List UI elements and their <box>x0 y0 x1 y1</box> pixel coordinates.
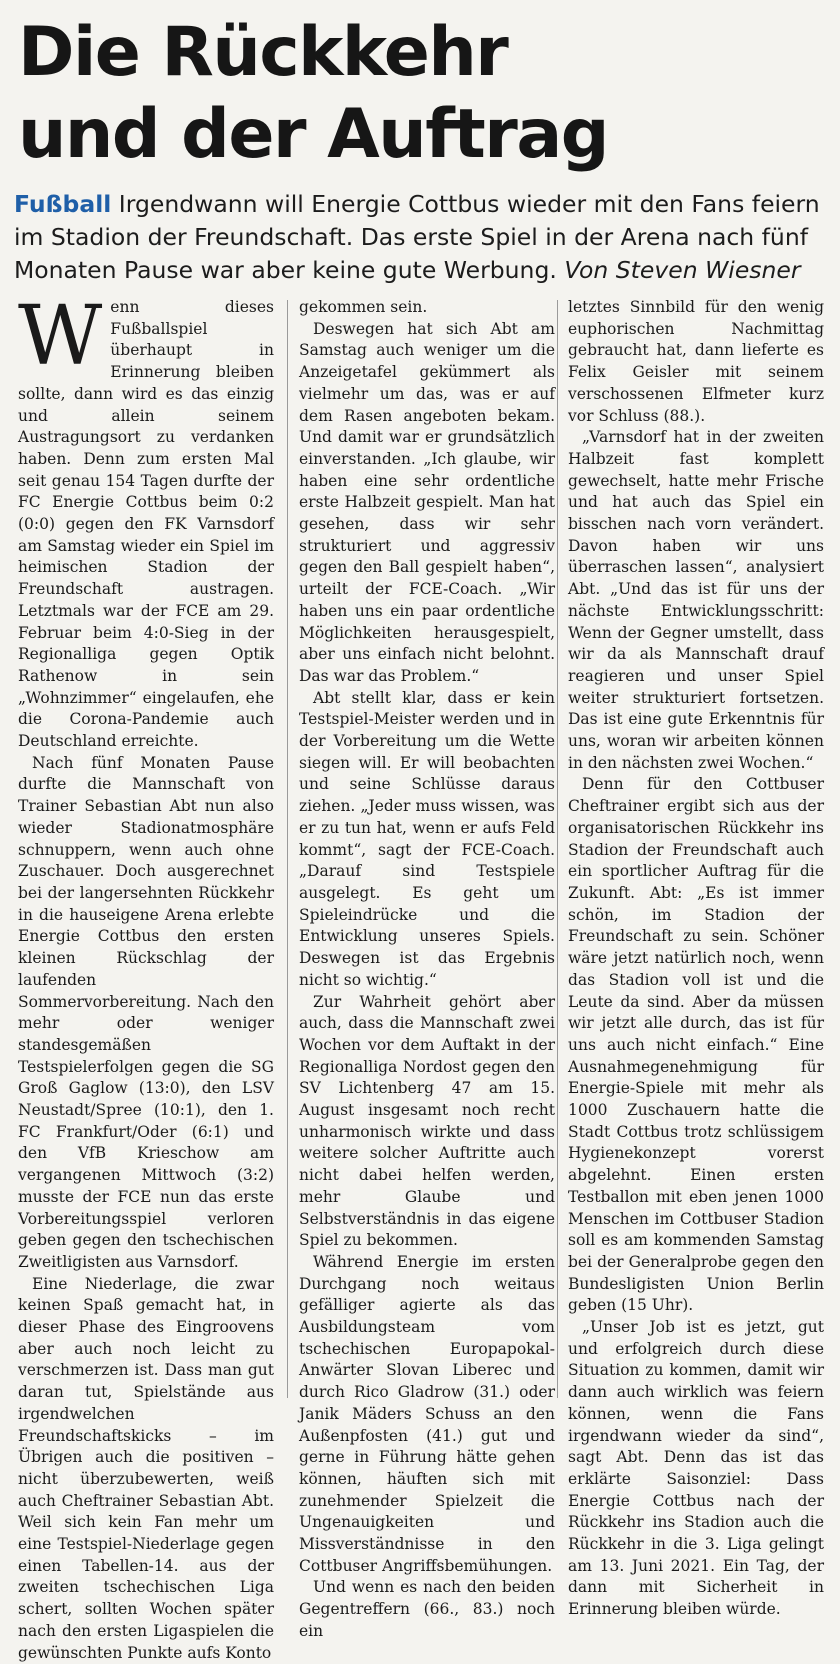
paragraph: „Unser Job ist es jetzt, gut und erfolgreich durch diese Situation zu kommen, damit wir dann auch wirklich was feiern können, wenn die Fans irgendwann wieder da sind“, sagt Abt. Denn das ist das erklärte Saisonziel: Dass Energie Cottbus nach der Rückkehr ins Stadion auch die Rückkehr in die 3. Liga gelingt am 13. Juni 2021. Ein Tag, der dann mit Sicherheit in Erinnerung bleiben würde. <box>568 1318 824 1619</box>
paragraph: Eine Niederlage, die zwar keinen Spaß gemacht hat, in dieser Phase des Eingroovens aber auch noch leicht zu verschmerzen ist. Dass man gut daran tut, Spielstände aus irgendwelchen Freundschaftskicks – im Übrigen auch die positiven – nicht überzubewerten, weiß auch Cheftrainer Sebastian Abt. Weil sich kein Fan mehr um eine Testspiel-Niederlage gegen einen Tabellen-14. aus der zweiten tschechischen Liga schert, sollten Wochen später nach den ersten Ligaspielen die gewünschten Punkte aufs Konto <box>18 1274 274 1662</box>
headline <box>18 12 828 176</box>
drop-cap: W <box>18 289 103 384</box>
headline-line-1: Die Rückkehr <box>18 13 508 92</box>
teaser-text: Irgendwann will Energie Cottbus wieder mit den Fans feiern im Stadion der Freundschaft. Das erste Spiel in der Arena nach fünf Monaten Pause war aber keine gute Werbung. <box>14 190 820 284</box>
paragraph: Und wenn es nach den beiden Gegentreffern (66., 83.) noch ein <box>299 1578 555 1640</box>
article-column-3 <box>568 297 824 1621</box>
paragraph: Abt stellt klar, dass er kein Testspiel-Meister werden und in der Vorbereitung um die Wette siegen will. Er will beobachten und seine Schlüsse daraus ziehen. „Jeder muss wissen, was er zu tun hat, wenn er aufs Feld kommt“, sagt der FCE-Coach. „Darauf sind Testspiele ausgelegt. Es geht um Spieleindrücke und die Entwicklung unseres Spiels. Deswegen ist das Ergebnis nicht so wichtig.“ <box>299 688 555 989</box>
paragraph-text: enn dieses Fußballspiel überhaupt in Erinnerung bleiben sollte, dann wird es das einzig und allein seinem Austragungsort zu verdanken haben. Denn zum ersten Mal seit genau 154 Tagen durfte der FC Energie Cottbus beim 0:2 (0:0) gegen den FK Varnsdorf am Samstag wieder ein Spiel im heimischen Stadion der Freundschaft austragen. Letztmals war der FCE am 29. Februar beim 4:0-Sieg in der Regionalliga gegen Optik Rathenow in sein „Wohnzimmer“ eingelaufen, ehe die Corona-Pandemie auch Deutschland erreichte. <box>18 298 274 751</box>
paragraph: gekommen sein. <box>299 298 428 316</box>
article-column-2 <box>299 297 555 1643</box>
column-divider <box>287 300 288 1398</box>
column-divider <box>557 300 558 1398</box>
paragraph: letztes Sinnbild für den wenig euphorischen Nachmittag gebraucht hat, dann lieferte es Felix Geisler mit seinem verschossenen Elfmeter kurz vor Schluss (88.). <box>568 298 824 425</box>
paragraph: Zur Wahrheit gehört aber auch, dass die Mannschaft zwei Wochen vor dem Auftakt in der Regionalliga Nordost gegen den SV Lichtenberg 47 am 15. August insgesamt noch recht unharmonisch wirkte und dass weitere solcher Auftritte auch nicht dabei helfen werden, mehr Glaube und Selbstverständnis in das eigene Spiel zu bekommen. <box>299 992 555 1250</box>
paragraph: Denn für den Cottbuser Cheftrainer ergibt sich aus der organisatorischen Rückkehr ins Stadion der Freundschaft auch ein sportlicher Auftrag für die Zukunft. Abt: „Es ist immer schön, im Stadion der Freundschaft zu sein. Schöner wäre jetzt natürlich noch, wenn das Stadion voll ist und die Leute da sind. Aber da müssen wir jetzt alle durch, das ist für uns auch nicht einfach.“ Eine Ausnahmegenehmigung für Energie-Spiele mit mehr als 1000 Zuschauern hatte die Stadt Cottbus trotz schlüssigem Hygienekonzept vorerst abgelehnt. Einen ersten Testballon mit eben jenen 1000 Menschen im Cottbuser Stadion soll es am kommenden Samstag bei der Generalprobe gegen den Bundesligisten Union Berlin geben (15 Uhr). <box>568 775 824 1315</box>
paragraph <box>18 289 274 753</box>
teaser <box>14 188 826 287</box>
teaser-author: Von Steven Wiesner <box>564 256 801 284</box>
article-column-1 <box>18 289 274 1664</box>
paragraph: „Varnsdorf hat in der zweiten Halbzeit fast komplett gewechselt, hatte mehr Frische und hat auch das Spiel ein bisschen nach vorn verändert. Davon haben wir uns überraschen lassen“, analysiert Abt. „Und das ist für uns der nächste Entwicklungsschritt: Wenn der Gegner umstellt, dass wir da als Mannschaft drauf reagieren und unser Spiel weiter strukturiert fortsetzen. Das ist eine gute Erkenntnis für uns, woran wir arbeiten können in den nächsten zwei Wochen.“ <box>568 428 824 772</box>
paragraph: Nach fünf Monaten Pause durfte die Mannschaft von Trainer Sebastian Abt nun also wieder Stadionatmosphäre schnuppern, wenn auch ohne Zuschauer. Doch ausgerechnet bei der langersehnten Rückkehr in die hauseigene Arena erlebte Energie Cottbus den ersten kleinen Rückschlag der laufenden Sommervorbereitung. Nach den mehr oder weniger standesgemäßen Testspielerfolgen gegen die SG Groß Gaglow (13:0), den LSV Neustadt/Spree (10:1), den 1. FC Frankfurt/Oder (6:1) und den VfB Krieschow am vergangenen Mittwoch (3:2) musste der FCE nun das erste Vorbereitungsspiel verloren geben gegen den tschechischen Zweitligisten aus Varnsdorf. <box>18 753 274 1271</box>
teaser-kicker: Fußball <box>14 190 112 218</box>
headline-line-2: und der Auftrag <box>18 95 608 174</box>
paragraph: Deswegen hat sich Abt am Samstag auch weniger um die Anzeigetafel gekümmert als vielmehr um das, was er auf dem Rasen angeboten bekam. Und damit war er grundsätzlich einverstanden. „Ich glaube, wir haben eine sehr ordentliche erste Halbzeit gespielt. Man hat gesehen, dass wir sehr strukturiert und aggressiv gegen den Ball gespielt haben“, urteilt der FCE-Coach. „Wir haben uns ein paar ordentliche Möglichkeiten herausgespielt, aber uns einfach nicht belohnt. Das war das Problem.“ <box>299 319 555 685</box>
paragraph: Während Energie im ersten Durchgang noch weitaus gefälliger agierte als das Ausbildungsteam vom tschechischen Europapokal-Anwärter Slovan Liberec und durch Rico Gladrow (31.) oder Janik Mäders Schuss an den Außenpfosten (41.) gut und gerne in Führung hätte gehen können, häuften sich mit zunehmender Spielzeit die Ungenauigkeiten und Missverständnisse in den Cottbuser Angriffsbemühungen. <box>299 1252 555 1575</box>
